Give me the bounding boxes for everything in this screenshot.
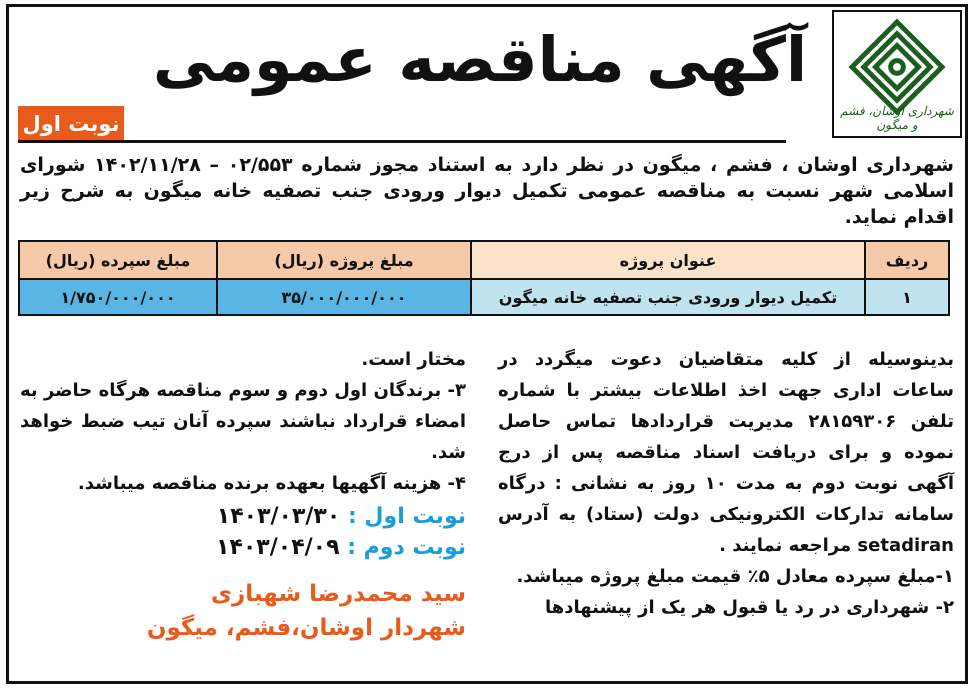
signature-block [20,577,466,645]
column-header-row-number: ردیف [865,241,949,279]
cell-project-amount: ۳۵/۰۰۰/۰۰۰/۰۰۰ [217,279,471,315]
project-table [18,240,950,316]
first-round-label: نوبت اول : [347,504,466,529]
clause-2-continued: مختار است. [361,349,466,370]
publication-dates [20,501,466,563]
table-header-row [19,241,949,279]
round-badge: نوبت اول [18,106,124,142]
cell-project-title: تکمیل دیوار ورودی جنب تصفیه خانه میگون [471,279,865,315]
signatory-role: شهردار اوشان،فشم، میگون [146,615,466,641]
clause-4: ۴- هزینه آگهیها بعهده برنده مناقصه میباشد. [77,473,466,494]
cell-row-number: ۱ [865,279,949,315]
first-round-value: ۱۴۰۳/۰۳/۳۰ [216,504,341,529]
municipality-logo [832,10,962,138]
column-header-project-title: عنوان پروژه [471,241,865,279]
column-header-deposit-amount: مبلغ سپرده (ریال) [19,241,217,279]
invitation-paragraph: بدینوسیله از کلیه متقاضیان دعوت میگردد در ساعات اداری جهت اخذ اطلاعات بیشتر با شماره تلفن ۲۸۱۵۹۳۰۶ مدیریت قراردادها تماس حاصل نموده و برای دریافت اسناد مناقصه پس از درج آگهی نوبت دوم به مدت ۱۰ روز به نشانی : درگاه سامانه تدارکات الکترونیکی دولت (ستاد) به آدرس setadiran مراجعه نمایند . [498,349,955,556]
body-left-column [20,344,466,645]
second-round-date [20,532,466,563]
second-round-value: ۱۴۰۳/۰۴/۰۹ [216,535,340,560]
page-title: آگهی مناقصه عمومی [152,23,808,96]
cell-deposit-amount: ۱/۷۵۰/۰۰۰/۰۰۰ [19,279,217,315]
clause-1: ۱-مبلغ سپرده معادل ۵٪ قیمت مبلغ پروژه میباشد. [516,566,954,587]
header-divider [18,140,786,143]
intro-paragraph: شهرداری اوشان ، فشم ، میگون در نظر دارد به استناد مجوز شماره ۰۲/۵۵۳ – ۱۴۰۲/۱۱/۲۸ شورای اسلامی شهر نسبت به مناقصه عمومی تکمیل دیوار ورودی جنب تصفیه خانه میگون به شرح زیر اقدام نماید. [20,154,954,228]
logo-caption: شهرداری اوشان، فشم و میگون [840,104,954,132]
municipality-emblem-icon [848,18,946,116]
signatory-name: سید محمدرضا شهبازی [210,581,466,607]
second-round-label: نوبت دوم : [347,535,466,560]
body-right-column [498,344,954,623]
first-round-date [20,501,466,532]
column-header-project-amount: مبلغ پروژه (ریال) [217,241,471,279]
clause-3: ۳- برندگان اول دوم و سوم مناقصه هرگاه حاضر به امضاء قرارداد نباشند سپرده آنان تیب ضبط خواهد شد. [20,380,466,463]
table-row [19,279,949,315]
clause-2: ۲- شهرداری در رد یا قبول هر یک از پیشنهادها [545,597,954,618]
